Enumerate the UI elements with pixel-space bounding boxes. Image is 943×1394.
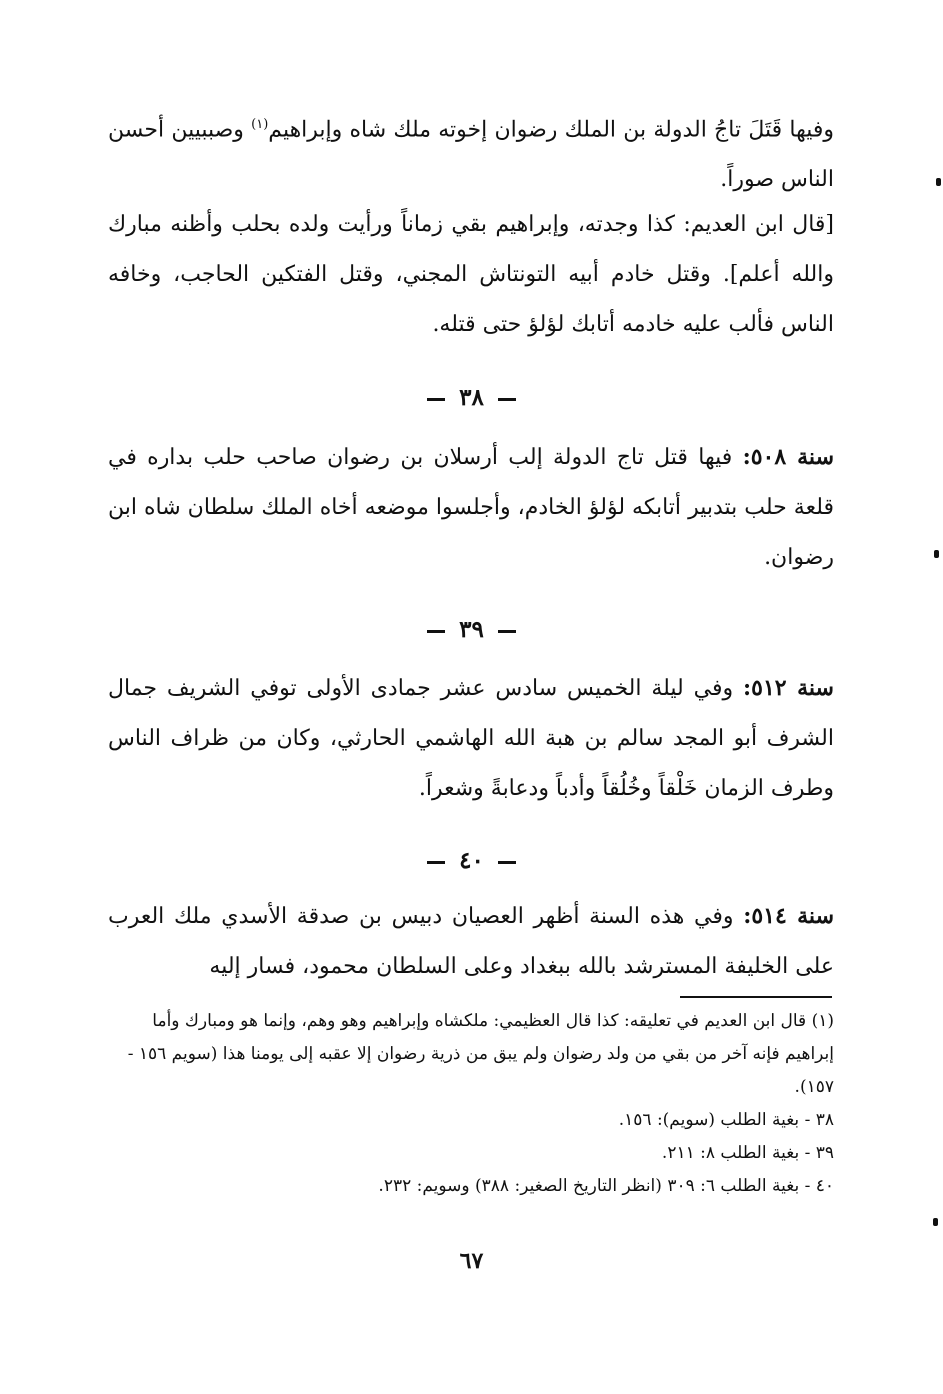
year-label: سنة ٥١٤: bbox=[743, 903, 834, 929]
footnote-40: ٤٠ - بغية الطلب ٦: ٣٠٩ (انظر التاريخ الصغير: ٣٨٨) وسويم: ٢٣٢. bbox=[378, 1176, 834, 1196]
heading-number: ٣٩ bbox=[459, 616, 484, 643]
margin-mark bbox=[933, 1218, 938, 1226]
section-heading-38 bbox=[0, 383, 943, 413]
section-body: وفي هذه السنة أظهر العصيان دبيس بن صدقة الأسدي ملك العرب على الخليفة المسترشد بالله ببغداد وعلى السلطان محمود، فسار إليه bbox=[108, 904, 834, 979]
paragraph-1 bbox=[108, 100, 834, 205]
margin-mark bbox=[936, 178, 941, 186]
heading-dash bbox=[427, 861, 445, 864]
heading-number: ٤٠ bbox=[459, 847, 484, 874]
section-38-text bbox=[108, 432, 834, 583]
section-heading-39 bbox=[0, 615, 943, 645]
year-label: سنة ٥٠٨: bbox=[742, 444, 834, 470]
footnotes bbox=[108, 1005, 834, 1203]
heading-dash bbox=[498, 861, 516, 864]
heading-dash bbox=[427, 398, 445, 401]
page-number: ٦٧ bbox=[459, 1248, 484, 1274]
heading-number: ٣٨ bbox=[459, 384, 484, 411]
margin-mark bbox=[934, 550, 939, 558]
section-40-text bbox=[108, 891, 834, 992]
footnote-38: ٣٨ - بغية الطلب (سويم): ١٥٦. bbox=[618, 1110, 834, 1130]
footnote-1: (١) قال ابن العديم في تعليقه: كذا قال العظيمي: ملكشاه وإبراهيم وهو وهم، وإنما هو ومبارك وأما إبراهيم فإنه آخر من بقي من ولد رضوان ولم يبق من ذرية رضوان إلا عقبه إلى يومنا هذا (سويم ١٥٦ - ١٥٧). bbox=[127, 1011, 834, 1097]
heading-dash bbox=[498, 398, 516, 401]
heading-dash bbox=[498, 630, 516, 633]
section-body: وفي ليلة الخميس سادس عشر جمادى الأولى توفي الشريف جمال الشرف أبو المجد سالم بن هبة الله الهاشمي الحارثي، وكان من ظراف الناس وطرف الزمان خَلْقاً وخُلُقاً وأدباً ودعابةً وشعراً. bbox=[108, 676, 834, 801]
section-heading-40 bbox=[0, 846, 943, 876]
section-39-text bbox=[108, 663, 834, 814]
footnote-39: ٣٩ - بغية الطلب ٨: ٢١١. bbox=[661, 1143, 834, 1163]
year-label: سنة ٥١٢: bbox=[743, 675, 834, 701]
section-body: فيها قتل تاج الدولة إلب أرسلان بن رضوان صاحب حلب بداره في قلعة حلب بتدبير أتابكه لؤلؤ الخادم، وأجلسوا موضعه أخاه الملك سلطان شاه ابن رضوان. bbox=[108, 445, 834, 570]
paragraph-1-tail: وصببيين أحسن الناس صوراً. bbox=[108, 117, 834, 193]
heading-dash bbox=[427, 630, 445, 633]
paragraph-2: [قال ابن العديم: كذا وجدته، وإبراهيم بقي زماناً ورأيت ولده بحلب وأظنه مبارك والله أعلم]. وقتل خادم أبيه التونتاش المجني، وقتل الفتكين الحاجب، وخافه الناس فألب عليه خادمه أتابك لؤلؤ حتى قتله. bbox=[108, 212, 834, 337]
footnote-divider bbox=[680, 996, 832, 998]
footnote-ref-1: (١) bbox=[251, 117, 269, 132]
paragraph-1-text: وفيها قَتَلَ تاجُ الدولة بن الملك رضوان إخوته ملك شاه وإبراهيم bbox=[268, 117, 834, 143]
